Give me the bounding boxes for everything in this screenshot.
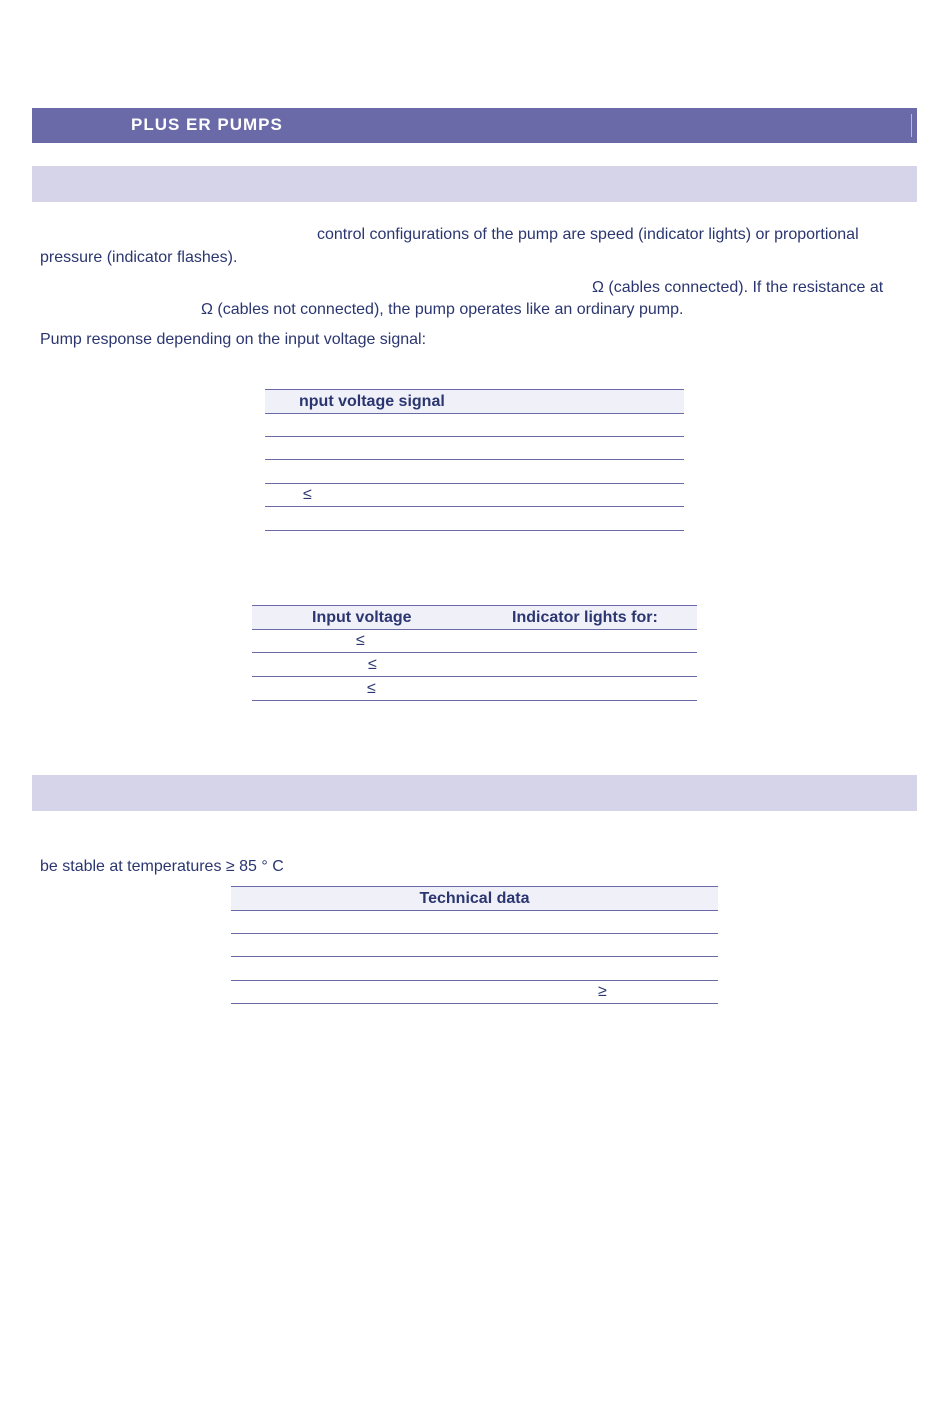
table-header-row (231, 886, 718, 911)
table-row (231, 980, 718, 1004)
page-title: PLUS ER PUMPS (131, 115, 283, 134)
table-row (252, 677, 697, 701)
table-row (252, 653, 697, 677)
section-heading-band (32, 166, 917, 202)
table-row (265, 436, 684, 460)
table-row (231, 957, 718, 981)
paragraph-line: Ω (cables connected). If the resistance at (592, 279, 884, 296)
indicator-lights-table (252, 605, 697, 701)
table-row (265, 460, 684, 484)
table-header-cell: nput voltage signal (299, 393, 445, 410)
table-header-cell: Indicator lights for: (512, 609, 658, 626)
paragraph-line: control configurations of the pump are speed (indicator lights) or proportional (317, 226, 859, 243)
section-heading-band (32, 775, 917, 811)
page-header-bar (32, 108, 917, 143)
table-header-cell: Technical data (419, 890, 530, 907)
table-row (231, 910, 718, 934)
table-row (265, 483, 684, 507)
paragraph-line: pressure (indicator flashes). (40, 249, 238, 266)
voltage-signal-table (265, 389, 684, 554)
paragraph-line: be stable at temperatures ≥ 85 ° C (40, 858, 284, 875)
table-row (265, 413, 684, 437)
header-divider (911, 114, 912, 137)
table-cell: ≤ (367, 680, 376, 697)
table-row (252, 629, 697, 653)
table-row (231, 933, 718, 957)
technical-data-table (231, 886, 718, 1005)
table-header-cell: Input voltage (312, 609, 412, 626)
paragraph-line: Pump response depending on the input voltage signal: (40, 331, 427, 348)
paragraph-line: Ω (cables not connected), the pump operates like an ordinary pump. (201, 301, 684, 318)
table-cell: ≥ (598, 983, 607, 1000)
table-cell: ≤ (368, 656, 377, 673)
table-cell: ≤ (356, 632, 365, 649)
table-cell: ≤ (303, 486, 312, 503)
table-header-row (252, 605, 697, 630)
table-header-row (265, 389, 684, 414)
table-row (265, 507, 684, 531)
